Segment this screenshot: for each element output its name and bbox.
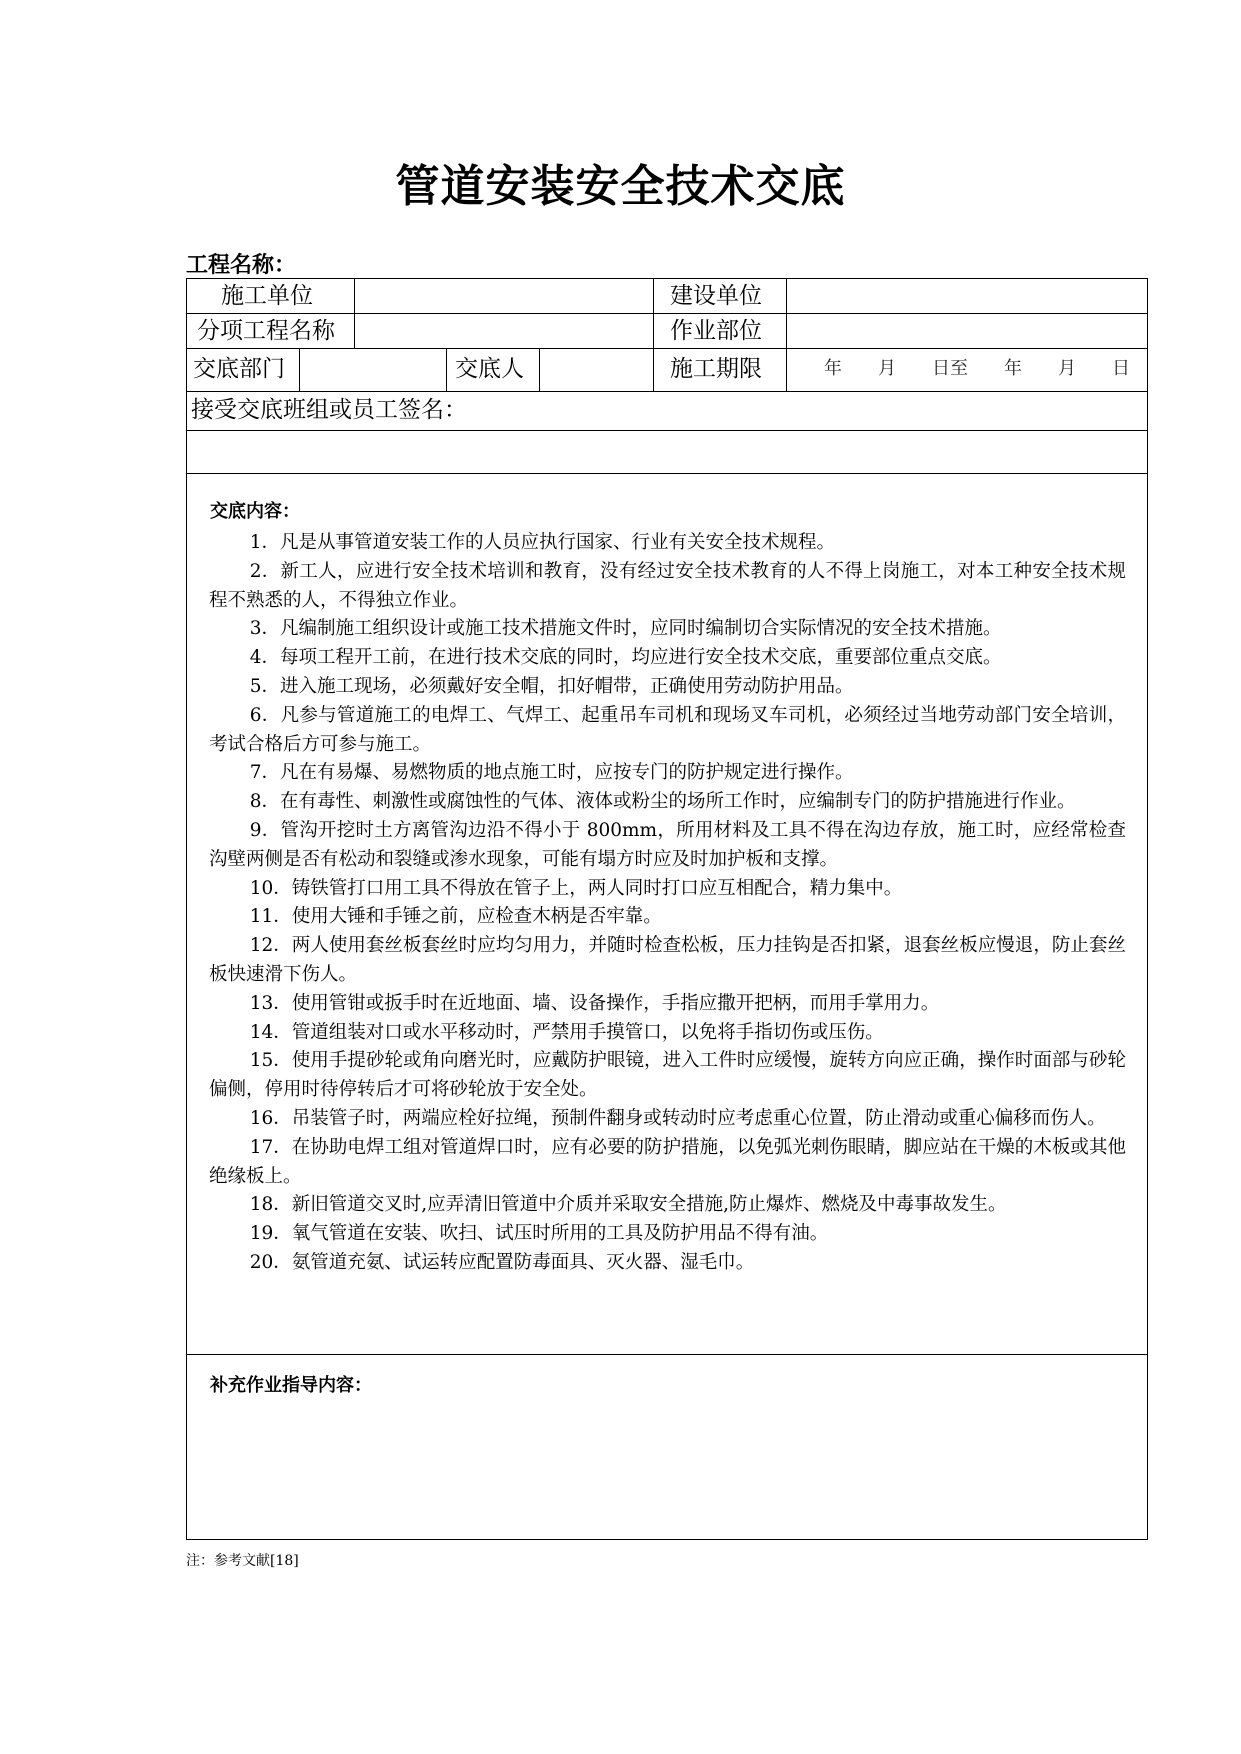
content-list <box>209 529 1126 1278</box>
content-item: 7．凡在有易爆、易燃物质的地点施工时，应按专门的防护规定进行操作。 <box>249 762 854 784</box>
col-divider <box>786 279 787 391</box>
content-item: 18．新旧管道交叉时,应弄清旧管道中介质并采取安全措施,防止爆炸、燃烧及中毒事故发生。 <box>249 1194 1007 1216</box>
project-name-label: 工程名称： <box>186 253 297 278</box>
work-area-label: 作业部位 <box>670 318 762 344</box>
content-item: 20．氨管道充氨、试运转应配置防毒面具、灭火器、湿毛巾。 <box>249 1251 755 1273</box>
content-item: 16．吊装管子时，两端应栓好拉绳，预制件翻身或转动时应考虑重心位置，防止滑动或重心偏移而伤人。 <box>249 1107 1106 1129</box>
sign-label: 接受交底班组或员工签名： <box>191 397 467 423</box>
supplement-heading: 补充作业指导内容： <box>210 1375 372 1396</box>
content-item: 5．进入施工现场，必须戴好安全帽，扣好帽带，正确使用劳动防护用品。 <box>249 675 854 697</box>
disclosure-form <box>186 278 1148 1540</box>
owner-unit-label: 建设单位 <box>670 283 762 309</box>
content-item: 6．凡参与管道施工的电焊工、气焊工、起重吊车司机和现场叉车司机，必须经过当地劳动部门安全培训，考试合格后方可参与施工。 <box>209 704 1126 755</box>
footnote: 注：参考文献[18] <box>186 1553 299 1569</box>
row-divider <box>187 348 1147 349</box>
col-divider <box>446 348 447 391</box>
dept-label: 交底部门 <box>193 356 285 382</box>
construction-unit-label: 施工单位 <box>221 283 313 309</box>
col-divider <box>354 279 355 348</box>
content-item: 2．新工人，应进行安全技术培训和教育，没有经过安全技术教育的人不得上岗施工，对本工种安全技术规程不熟悉的人，不得独立作业。 <box>209 560 1126 611</box>
content-item: 10．铸铁管打口用工具不得放在管子上，两人同时打口应互相配合，精力集中。 <box>249 877 903 899</box>
col-divider <box>653 279 654 391</box>
row-divider <box>187 1354 1147 1355</box>
row-divider <box>187 473 1147 474</box>
content-item: 1．凡是从事管道安装工作的人员应执行国家、行业有关安全技术规程。 <box>249 532 835 553</box>
content-item: 17．在协助电焊工组对管道焊口时，应有必要的防护措施，以免弧光刺伤眼睛，脚应站在干燥的木板或其他绝缘板上。 <box>209 1136 1126 1187</box>
content-item: 8．在有毒性、刺激性或腐蚀性的气体、液体或粉尘的场所工作时，应编制专门的防护措施进行作业。 <box>249 791 1076 813</box>
content-item: 11．使用大锤和手锤之前，应检查木柄是否牢靠。 <box>249 906 662 928</box>
page-title: 管道安装安全技术交底 <box>395 161 846 212</box>
col-divider <box>539 348 540 391</box>
content-item: 4．每项工程开工前，在进行技术交底的同时，均应进行安全技术交底，重要部位重点交底。 <box>249 647 1002 669</box>
content-item: 13．使用管钳或扳手时在近地面、墙、设备操作，手指应撒开把柄，而用手掌用力。 <box>249 992 940 1014</box>
col-divider <box>299 348 300 391</box>
content-item: 19．氧气管道在安装、吹扫、试压时所用的工具及防护用品不得有油。 <box>249 1223 829 1245</box>
content-item: 12．两人使用套丝板套丝时应均匀用力，并随时检查松板，压力挂钩是否扣紧，退套丝板应慢退，防止套丝板快速滑下伤人。 <box>209 935 1126 985</box>
content-item: 9．管沟开挖时土方离管沟边沿不得小于 800mm，所用材料及工具不得在沟边存放，施工时，应经常检查沟壁两侧是否有松动和裂缝或渗水现象，可能有塌方时应及时加护板和支撑。 <box>209 819 1126 870</box>
row-divider <box>187 391 1147 392</box>
content-item: 14．管道组装对口或水平移动时，严禁用手摸管口，以免将手指切伤或压伤。 <box>249 1021 884 1043</box>
content-item: 15．使用手提砂轮或角向磨光时，应戴防护眼镜，进入工件时应缓慢，旋转方向应正确，操作时面部与砂轮偏侧，停用时待停转后才可将砂轮放于安全处。 <box>209 1050 1126 1101</box>
content-heading: 交底内容： <box>210 501 300 522</box>
period-label: 施工期限 <box>670 356 762 382</box>
content-item: 3．凡编制施工组织设计或施工技术措施文件时，应同时编制切合实际情况的安全技术措施。 <box>249 618 1002 640</box>
period-value: 年 月 日至 年 月 日 <box>824 358 1130 379</box>
sub-project-label: 分项工程名称 <box>197 318 335 344</box>
person-label: 交底人 <box>455 356 524 382</box>
row-divider <box>187 430 1147 431</box>
